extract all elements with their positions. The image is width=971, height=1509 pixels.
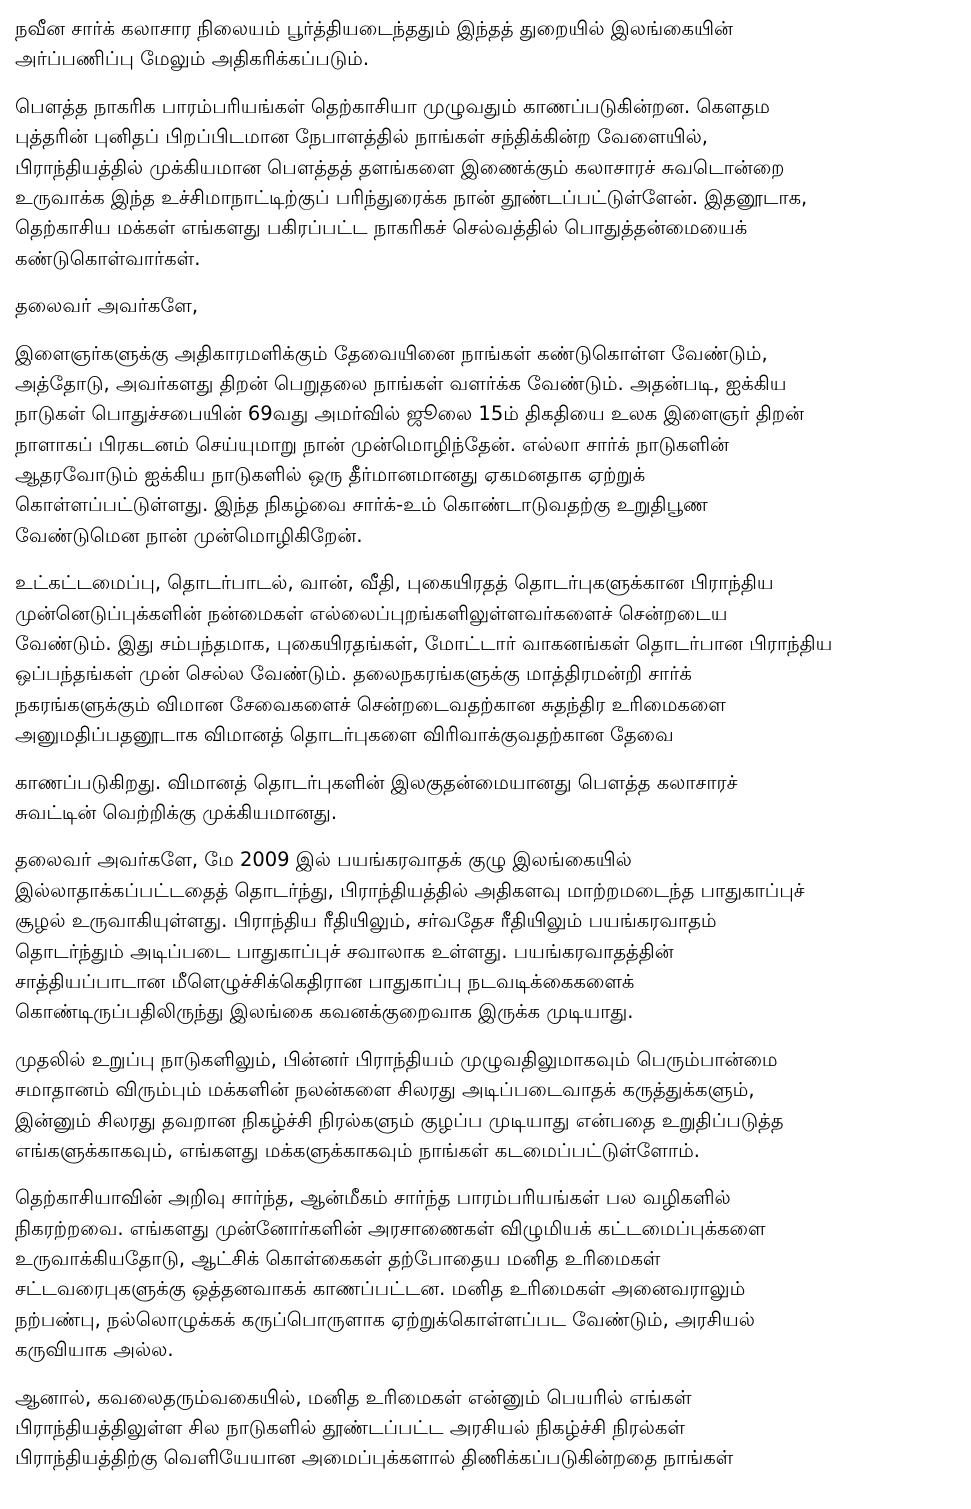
text-line: நற்பண்பு, நல்லொழுக்கக் கருப்பொருளாக ஏற்றுக்கொள்ளப்பட வேண்டும், அரசியல் (15, 1307, 755, 1331)
text-line: காணப்படுகிறது. விமானத் தொடர்புகளின் இலகுதன்மையானது பௌத்த கலாசாரச் (15, 770, 738, 794)
text-line: வேண்டுமென நான் முன்மொழிகிறேன். (15, 523, 363, 547)
text-line: தொடர்ந்தும் அடிப்படை பாதுகாப்புச் சவாலாக உள்ளது. பயங்கரவாதத்தின் (15, 939, 674, 963)
text-line: பிராந்தியத்திற்கு வெளியேயான அமைப்புக்களால் திணிக்கப்படுகின்றதை நாங்கள் (15, 1446, 734, 1470)
text-line: முதலில் உறுப்பு நாடுகளிலும், பின்னர் பிராந்தியம் முழுவதிலுமாகவும் பெரும்பான்மை (15, 1047, 778, 1071)
text-line: உருவாக்கியதோடு, ஆட்சிக் கொள்கைகள் தற்போதைய மனித உரிமைகள் (15, 1247, 661, 1271)
text-line: எங்களுக்காகவும், எங்களது மக்களுக்காகவும் நாங்கள் கடமைப்பட்டுள்ளோம். (15, 1138, 700, 1162)
paragraph-youth-skills (15, 339, 961, 552)
text-line: இன்னும் சிலரது தவறான நிகழ்ச்சி நிரல்களும் குழப்ப முடியாது என்பதை உறுதிப்படுத்த (15, 1108, 784, 1132)
paragraph-saarc-cultural-centre (15, 14, 961, 75)
text-line: தலைவர் அவர்களே, (15, 294, 199, 318)
text-line: சூழல் உருவாகியுள்ளது. பிராந்திய ரீதியிலும், சர்வதேச ரீதியிலும் பயங்கரவாதம் (15, 909, 717, 933)
text-line: பிராந்தியத்தில் முக்கியமான பௌத்தத் தளங்களை இணைக்கும் கலாசாரச் சுவடொன்றை (15, 155, 785, 179)
text-line: தெற்காசியாவின் அறிவு சார்ந்த, ஆன்மீகம் சார்ந்த பாரம்பரியங்கள் பல வழிகளில் (15, 1186, 731, 1210)
text-line: பௌத்த நாகரிக பாரம்பரியங்கள் தெற்காசியா முழுவதும் காணப்படுகின்றன. கௌதம (15, 94, 770, 118)
paragraph-security (15, 845, 961, 1027)
text-line: ஒப்பந்தங்கள் முன் செல்ல வேண்டும். தலைநகரங்களுக்கு மாத்திரமன்றி சார்க் (15, 662, 692, 686)
text-line: அனுமதிப்பதனூடாக விமானத் தொடர்புகளை விரிவாக்குவதற்கான தேவை (15, 723, 674, 747)
text-line: சட்டவரைபுகளுக்கு ஒத்தனவாகக் காணப்பட்டன. மனித உரிமைகள் அனைவராலும் (15, 1277, 746, 1301)
text-line: புத்தரின் புனிதப் பிறப்பிடமான நேபாளத்தில் நாங்கள் சந்திக்கின்ற வேளையில், (15, 125, 709, 149)
text-line: அர்ப்பணிப்பு மேலும் அதிகரிக்கப்படும். (15, 47, 370, 71)
text-line: தலைவர் அவர்களே, மே 2009 இல் பயங்கரவாதக் குழு இலங்கையில் (15, 848, 632, 872)
paragraph-connectivity (15, 568, 961, 750)
paragraph-buddhist-heritage (15, 92, 961, 274)
text-line: நாளாகப் பிரகடனம் செய்யுமாறு நான் முன்மொழிந்தேன். எல்லா சார்க் நாடுகளின் (15, 432, 729, 456)
text-line: உட்கட்டமைப்பு, தொடர்பாடல், வான், வீதி, புகையிரதத் தொடர்புகளுக்கான பிராந்திய (15, 571, 774, 595)
text-line: நவீன சார்க் கலாசார நிலையம் பூர்த்தியடைந்ததும் இந்தத் துறையில் இலங்கையின் (15, 17, 733, 40)
text-line: வேண்டும். இது சம்பந்தமாக, புகையிரதங்கள், மோட்டார் வாகனங்கள் தொடர்பான பிராந்திய (15, 632, 833, 656)
text-line: தெற்காசிய மக்கள் எங்களது பகிரப்பட்ட நாகரிகச் செல்வத்தில் பொதுத்தன்மையைக் (15, 216, 748, 240)
paragraph-peace (15, 1045, 961, 1167)
paragraph-air-connectivity (15, 768, 961, 829)
text-line: உருவாக்க இந்த உச்சிமாநாட்டிற்குப் பரிந்துரைக்க நான் தூண்டப்பட்டுள்ளேன். இதனூடாக, (15, 185, 808, 209)
text-line: நாடுகள் பொதுச்சபையின் 69வது அமர்வில் ஜூலை 15ம் திகதியை உலக இளைஞர் திறன் (15, 402, 804, 426)
text-line: சுவட்டின் வெற்றிக்கு முக்கியமானது. (15, 800, 338, 824)
text-line: சாத்தியப்பாடான மீளெழுச்சிக்கெதிரான பாதுகாப்பு நடவடிக்கைகளைக் (15, 969, 635, 993)
text-line: அத்தோடு, அவர்களது திறன் பெறுதலை நாங்கள் வளர்க்க வேண்டும். அதன்படி, ஐக்கிய (15, 371, 787, 395)
text-line: ஆனால், கவலைதரும்வகையில், மனித உரிமைகள் என்னும் பெயரில் எங்கள் (15, 1385, 692, 1409)
text-line: முன்னெடுப்புக்களின் நன்மைகள் எல்லைப்புறங்களிலுள்ளவர்களைச் சென்றடைய (15, 601, 728, 625)
text-line: ஆதரவோடும் ஐக்கிய நாடுகளில் ஒரு தீர்மானமானது ஏகமனதாக ஏற்றுக் (15, 463, 646, 487)
paragraph-imposed-agendas (15, 1383, 961, 1474)
text-line: கண்டுகொள்வார்கள். (15, 246, 201, 270)
paragraph-salutation (15, 291, 961, 321)
text-line: இல்லாதாக்கப்பட்டதைத் தொடர்ந்து, பிராந்தியத்தில் அதிகளவு மாற்றமடைந்த பாதுகாப்புச் (15, 878, 805, 902)
text-line: இளைஞர்களுக்கு அதிகாரமளிக்கும் தேவையினை நாங்கள் கண்டுகொள்ள வேண்டும், (15, 341, 768, 365)
text-line: கொள்ளப்பட்டுள்ளது. இந்த நிகழ்வை சார்க்-உம் கொண்டாடுவதற்கு உறுதிபூண (15, 493, 708, 517)
text-line: சமாதானம் விரும்பும் மக்களின் நலன்களை சிலரது அடிப்படைவாதக் கருத்துக்களும், (15, 1078, 755, 1102)
text-line: நிகரற்றவை. எங்களது முன்னோர்களின் அரசாணைகள் விழுமியக் கட்டமைப்புக்களை (15, 1216, 766, 1240)
text-line: பிராந்தியத்திலுள்ள சில நாடுகளில் தூண்டப்பட்ட அரசியல் நிகழ்ச்சி நிரல்கள் (15, 1416, 685, 1440)
paragraph-human-rights-heritage (15, 1183, 961, 1365)
text-line: நகரங்களுக்கும் விமான சேவைகளைச் சென்றடைவதற்கான சுதந்திர உரிமைகளை (15, 692, 726, 716)
text-line: கொண்டிருப்பதிலிருந்து இலங்கை கவனக்குறைவாக இருக்க முடியாது. (15, 1000, 634, 1024)
text-line: கருவியாக அல்ல. (15, 1338, 174, 1362)
document-page (15, 14, 961, 1491)
